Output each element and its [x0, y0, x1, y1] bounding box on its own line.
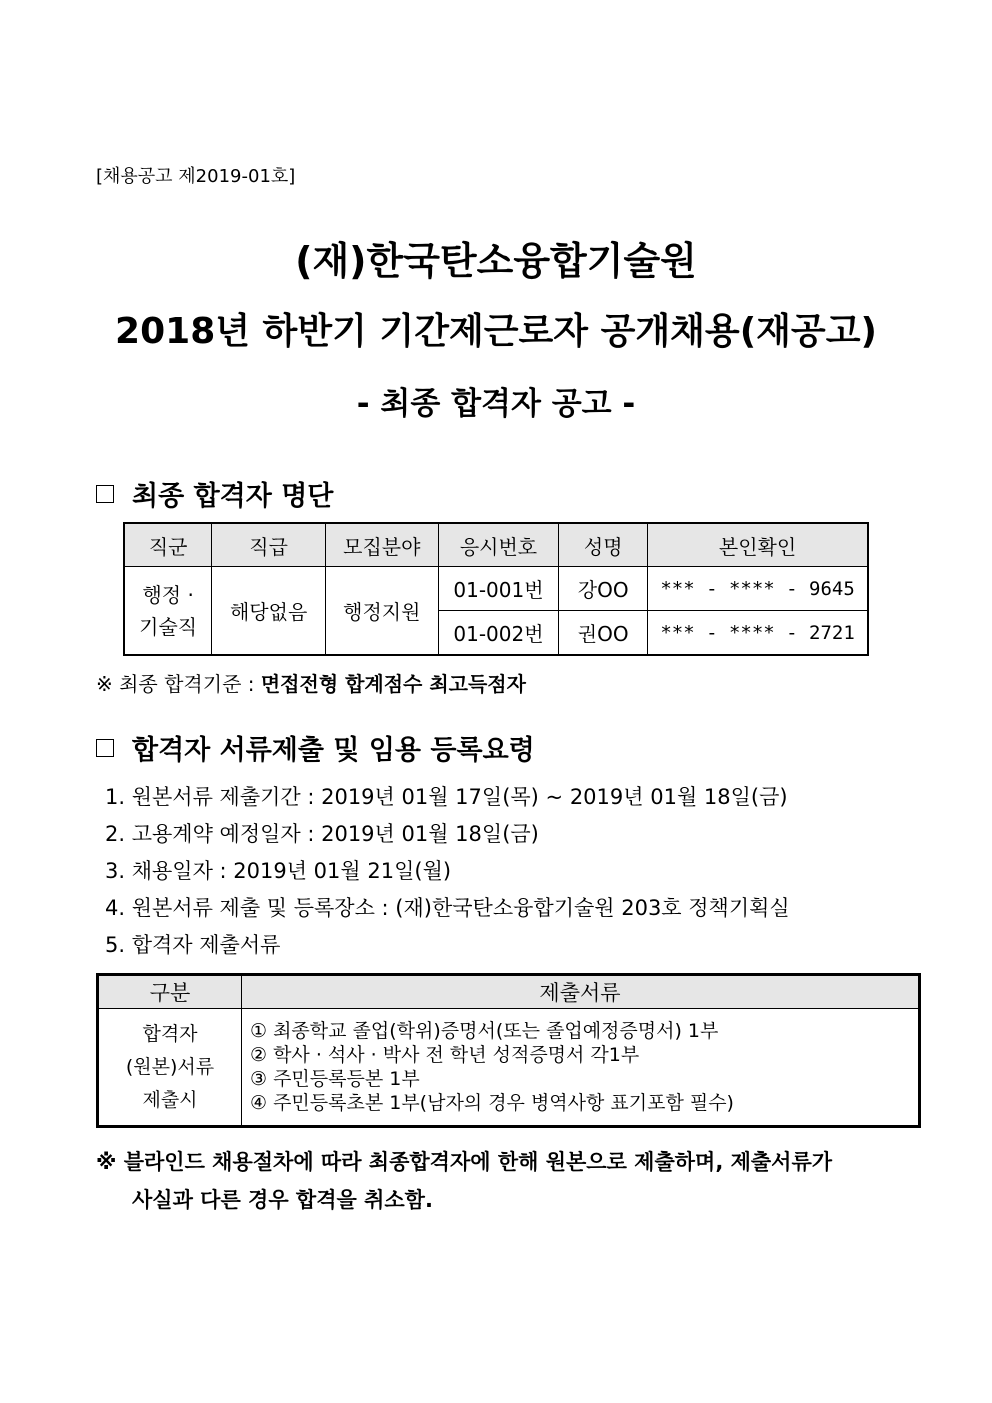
- document-item: ① 최종학교 졸업(학위)증명서(또는 졸업예정증명서) 1부: [250, 1020, 719, 1042]
- title-sub: - 최종 합격자 공고 -: [356, 386, 636, 422]
- note-prefix: ※ 최종 합격기준 :: [96, 672, 261, 696]
- note-bold: 면접전형 합계점수 최고득점자: [260, 672, 526, 696]
- header-job-group: 직군: [124, 523, 212, 567]
- document-item: ③ 주민등록등본 1부: [250, 1068, 420, 1090]
- cell-field: 행정지원: [325, 567, 438, 656]
- blind-recruitment-note: [96, 1143, 916, 1219]
- list-item: 2. 고용계약 예정일자 : 2019년 01월 18일(금): [105, 822, 539, 846]
- table-header-row: [124, 523, 868, 567]
- cell-exam-no: 01-002번: [438, 611, 559, 656]
- document-item: ④ 주민등록초본 1부(남자의 경우 병역사항 표기포함 필수): [250, 1092, 734, 1114]
- cell-name: 강OO: [559, 567, 648, 611]
- cell-documents: [242, 1009, 920, 1127]
- section-submission: [96, 728, 535, 767]
- cell-grade: 해당없음: [212, 567, 326, 656]
- header-name: 성명: [559, 523, 648, 567]
- list-item: 3. 채용일자 : 2019년 01월 21일(월): [105, 859, 452, 883]
- cell-category: [98, 1009, 242, 1127]
- category-line: 제출시: [142, 1088, 198, 1111]
- cell-exam-no: 01-001번: [438, 567, 559, 611]
- notice-number: [채용공고 제2019-01호]: [96, 166, 296, 187]
- submission-steps-list: [105, 782, 790, 967]
- table-row: [98, 1009, 920, 1127]
- note-line: ※ 블라인드 채용절차에 따라 최종합격자에 한해 원본으로 제출하며, 제출서류가: [96, 1150, 833, 1174]
- header-category: 구분: [98, 975, 242, 1009]
- header-id-check: 본인확인: [648, 523, 868, 567]
- document-item: ② 학사 · 석사 · 박사 전 학년 성적증명서 각1부: [250, 1044, 640, 1066]
- header-grade: 직급: [212, 523, 326, 567]
- category-line: (원본)서류: [125, 1055, 215, 1078]
- table-header-row: [98, 975, 920, 1009]
- cell-id-check: *** - **** - 9645: [648, 567, 868, 611]
- header-exam-no: 응시번호: [438, 523, 559, 567]
- section-final-list: [96, 474, 333, 513]
- title-main: 2018년 하반기 기간제근로자 공개채용(재공고): [115, 311, 877, 352]
- header-field: 모집분야: [325, 523, 438, 567]
- cell-job-group: 행정 · 기술직: [124, 567, 212, 656]
- checkbox-square-icon: [96, 739, 114, 757]
- list-item: 5. 합격자 제출서류: [105, 933, 281, 957]
- section-heading: 합격자 서류제출 및 임용 등록요령: [132, 735, 535, 766]
- list-item: 1. 원본서류 제출기간 : 2019년 01월 17일(목) ~ 2019년 01월 18일(금): [105, 785, 788, 809]
- category-line: 합격자: [142, 1022, 198, 1045]
- pass-criteria-note: [96, 668, 526, 697]
- title-organization: (재)한국탄소융합기술원: [295, 239, 697, 283]
- final-candidates-table: [123, 522, 869, 656]
- cell-name: 권OO: [559, 611, 648, 656]
- table-row: [124, 567, 868, 611]
- checkbox-square-icon: [96, 485, 114, 503]
- documents-table: [96, 973, 921, 1128]
- note-line: 사실과 다른 경우 합격을 취소함.: [132, 1188, 433, 1212]
- list-item: 4. 원본서류 제출 및 등록장소 : (재)한국탄소융합기술원 203호 정책기획실: [105, 896, 790, 920]
- section-heading: 최종 합격자 명단: [132, 481, 334, 512]
- cell-id-check: *** - **** - 2721: [648, 611, 868, 656]
- header-documents: 제출서류: [242, 975, 920, 1009]
